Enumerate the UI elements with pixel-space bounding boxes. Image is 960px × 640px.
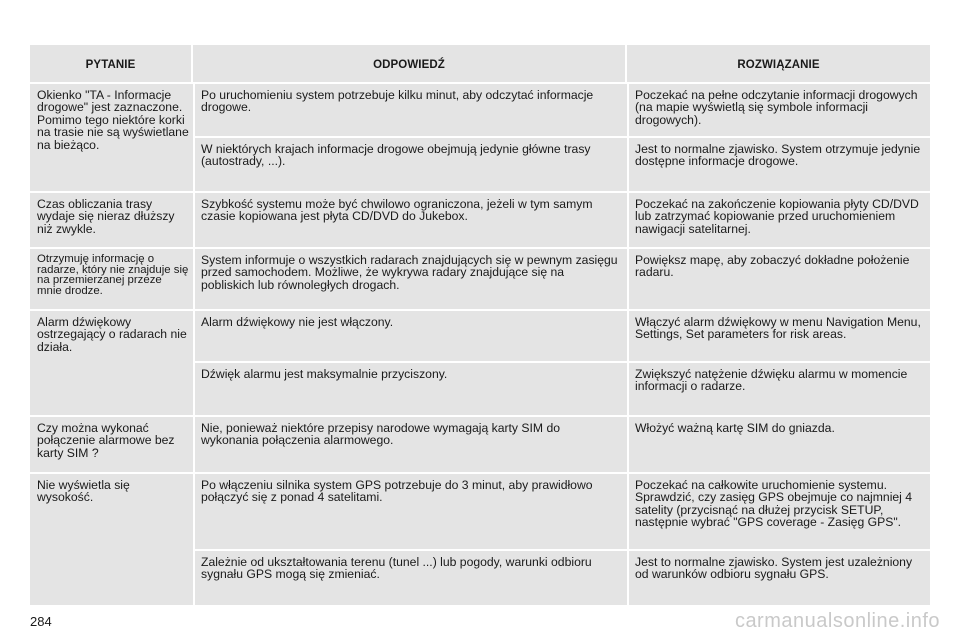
answer-cell: Po włączeniu silnika system GPS potrzebuje do 3 minut, aby prawidłowo połączyć się z ponad 4 satelitami. bbox=[201, 478, 593, 505]
header-solution: ROZWIĄZANIE bbox=[737, 58, 820, 71]
answer-cell: System informuje o wszystkich radarach znajdujących się w pewnym zasięgu przed samochodem. Możliwe, że wykrywa radary znajdujące się na pobliskich lub równoległych drogach. bbox=[201, 253, 618, 292]
table-row bbox=[30, 84, 930, 191]
solution-cell: Jest to normalne zjawisko. System jest uzależniony od warunków odbioru sygnału GPS. bbox=[635, 555, 913, 582]
table-row bbox=[30, 311, 930, 415]
solution-cell: Włożyć ważną kartę SIM do gniazda. bbox=[635, 421, 835, 435]
watermark: carmanualsonline.info bbox=[734, 610, 940, 632]
page-number: 284 bbox=[30, 614, 52, 629]
solution-cell: Powiększ mapę, aby zobaczyć dokładne położenie radaru. bbox=[635, 253, 910, 280]
table-row bbox=[30, 249, 930, 309]
solution-cell: Poczekać na pełne odczytanie informacji drogowych (na mapie wyświetlą się symbole informacji drogowych). bbox=[635, 88, 918, 127]
answer-cell: Szybkość systemu może być chwilowo ograniczona, jeżeli w tym samym czasie kopiowana jest płyta CD/DVD do Jukebox. bbox=[201, 197, 593, 224]
answer-row bbox=[195, 249, 930, 309]
answer-cell: Zależnie od ukształtowania terenu (tunel ...) lub pogody, warunki odbioru sygnału GPS mogą się zmieniać. bbox=[201, 555, 592, 582]
answer-row bbox=[195, 474, 930, 549]
answer-cell: Po uruchomieniu system potrzebuje kilku minut, aby odczytać informacje drogowe. bbox=[201, 88, 594, 115]
answer-row bbox=[195, 363, 930, 415]
solution-cell: Poczekać na zakończenie kopiowania płyty CD/DVD lub zatrzymać kopiowanie przed uruchomieniem nawigacji satelitarnej. bbox=[635, 197, 919, 236]
question-cell: Alarm dźwiękowy ostrzegający o radarach nie działa. bbox=[37, 315, 187, 354]
answer-cell: Alarm dźwiękowy nie jest włączony. bbox=[201, 315, 394, 329]
answer-cell: Dźwięk alarmu jest maksymalnie przyciszony. bbox=[201, 367, 448, 381]
answer-row bbox=[195, 193, 930, 247]
question-cell: Czas obliczania trasy wydaje się nieraz dłuższy niż zwykle. bbox=[37, 197, 175, 236]
solution-cell: Włączyć alarm dźwiękowy w menu Navigation Menu, Settings, Set parameters for risk areas. bbox=[635, 315, 921, 342]
question-cell: Otrzymuję informację o radarze, który nie znajduje się na przemierzanej przeze mnie drodze. bbox=[37, 253, 189, 297]
troubleshooting-table bbox=[30, 45, 930, 605]
solution-cell: Poczekać na całkowite uruchomienie systemu. Sprawdzić, czy zasięg GPS obejmuje co najmniej 4 satelity (przycisnąć na dłużej przycisk SETUP, następnie wybrać "GPS coverage - Zasięg GPS". bbox=[635, 478, 913, 530]
question-cell: Okienko "TA - Informacje drogowe" jest zaznaczone. Pomimo tego niektóre korki na trasie nie są wyświetlane na bieżąco. bbox=[37, 88, 189, 152]
answer-row bbox=[195, 551, 930, 605]
table-row bbox=[30, 474, 930, 605]
solution-cell: Zwiększyć natężenie dźwięku alarmu w momencie informacji o radarze. bbox=[635, 367, 908, 394]
answer-row bbox=[195, 84, 930, 136]
header-question: PYTANIE bbox=[30, 45, 193, 82]
answer-row bbox=[195, 311, 930, 361]
table-row bbox=[30, 417, 930, 472]
question-cell: Czy można wykonać połączenie alarmowe bez karty SIM ? bbox=[37, 421, 175, 460]
answer-cell: W niektórych krajach informacje drogowe obejmują jedynie główne trasy (autostrady, ...). bbox=[201, 142, 591, 169]
question-cell: Nie wyświetla się wysokość. bbox=[37, 478, 130, 505]
answer-row bbox=[195, 138, 930, 191]
header-answer: ODPOWIEDŹ bbox=[193, 45, 627, 82]
solution-cell: Jest to normalne zjawisko. System otrzymuje jedynie dostępne informacje drogowe. bbox=[635, 142, 921, 169]
answer-row bbox=[195, 417, 930, 472]
table-row bbox=[30, 193, 930, 247]
answer-cell: Nie, ponieważ niektóre przepisy narodowe wymagają karty SIM do wykonania połączenia alarmowego. bbox=[201, 421, 561, 448]
table-header bbox=[30, 45, 930, 82]
